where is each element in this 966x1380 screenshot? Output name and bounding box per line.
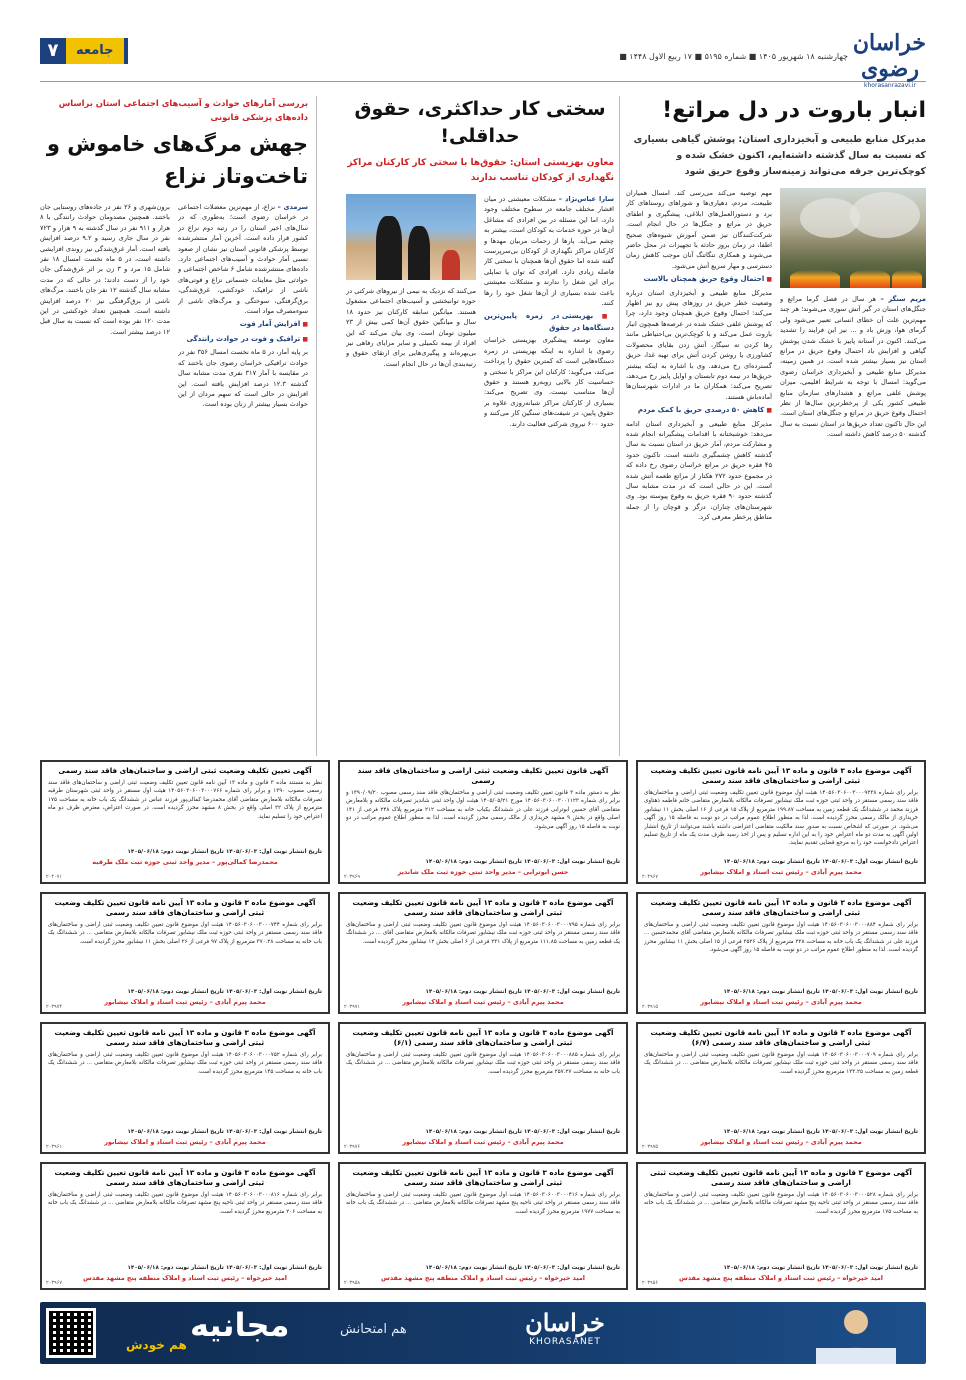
notice-row bbox=[40, 760, 926, 884]
legal-notice[interactable] bbox=[338, 892, 628, 1014]
notice-title: آگهی موضوع ماده ۳ قانون و ماده ۱۳ آیین نامه قانون تعیین تکلیف وضعیت ثبتی اراضی و ساختمان‌های فاقد سند رسمی bbox=[54, 1028, 316, 1047]
section-tab bbox=[40, 38, 128, 64]
article-column bbox=[626, 188, 772, 842]
article-column bbox=[484, 194, 614, 784]
notice-signature: محمد پیرم آبادی – رئیس ثبت اسناد و املاک نیشابور bbox=[700, 868, 862, 877]
notice-title: آگهی موضوع ماده ۳ قانون و ماده ۱۳ آیین نامه قانون تعیین تکلیف وضعیت ثبتی اراضی و ساختمان‌های فاقد سند رسمی bbox=[352, 1168, 614, 1187]
notice-dates: تاریخ انتشار نوبت اول: ۱۴۰۵/۰۶/۰۳ تاریخ انتشار نوبت دوم: ۱۴۰۵/۰۶/۱۸ bbox=[127, 1129, 322, 1135]
article-body: مهم توصیه می‌کند می‌رسی کند. امسال همیاران طبیعت، مردم، دهیاری‌ها و شوراهای روستاهای کار برد و دستورالعمل‌های ابلاغی، پیشگیری و اطفای حریق در مراتع و جنگل‌ها در حال انجام است. شرکت‌کنندگان نیز ضمن آموزش شیوه‌های صحیح اطفا، در زمان بروز حادثه با تجهیزات در محل حاضر می‌شوند و همکاری تنگاتنگ آنان موجب کاهش زمان دسترسی و مهار سریع آتش می‌شود. bbox=[626, 189, 772, 270]
notice-body: برابر رای شماره ۱۴۰۵۶۰۳۰۶۰۰۳۰۰۰۷۵۲ هیئت اول موضوع قانون تعیین تکلیف وضعیت ثبتی اراضی و ساختمان‌های فاقد سند رسمی مستقر در واحد ثبتی حوزه ثبت ملک نیشابور تصرفات مالکانه بلامعارض متقاضی ... در ششدانگ یک باب خانه به مساحت ۱۴۵ مترمربع محرز گردیده است. bbox=[48, 1052, 322, 1075]
article-body: معاون توسعه پیشگیری بهزیستی خراسان رضوی با اشاره به اینکه بهزیستی در زمره دستگاه‌هایی است که کمترین حقوق را پرداخت می‌کند، می‌گوید: کارکنان این مراکز با سختی و حساسیت کار بالایی روبه‌رو هستند و حقوق آن‌ها متناسب نیست. وی تصریح می‌کند: بسیاری از کارکنان مراکز شبانه‌روزی علاوه بر حقوق پایین، در شیفت‌های سنگین کار می‌کنند و حدود ۶۰۰ نیروی شرکتی فعالیت دارند. bbox=[484, 336, 614, 428]
notice-body: برابر رای شماره ۱۴۰۵۶۰۳۰۶۰۰۳۰۰۰۴۱۶ هیئت اول موضوع قانون تعیین تکلیف وضعیت ثبتی اراضی و ساختمان‌های فاقد سند رسمی مستقر در واحد ثبتی ناحیه پنج مشهد تصرفات مالکانه بلامعارض متقاضی ... در ششدانگ یک باب خانه به مساحت ۱۹۷۷ مترمربع محرز گردیده است. bbox=[346, 1192, 620, 1215]
notice-body: برابر رای شماره ۱۴۰۵۶۰۳۰۶۰۰۳۰۰۰۸۸۴ هیئت اول موضوع قانون تعیین تکلیف وضعیت ثبتی اراضی و ساختمان‌های فاقد سند رسمی مستقر در واحد ثبتی حوزه ثبت ملک نیشابور تصرفات مالکانه بلامعارض متقاضی آقای محمدحسین ... فرزند علی در ششدانگ یک باب خانه به مساحت ۲۲۸ مترمربع از پلاک ۲۵۲۶ فرعی از ۱۵ اصلی بخش ۱۱ نیشابور محرز گردیده است. لذا به منظور اطلاع عموم مراتب در دو نوبت به فاصله ۱۵ روز آگهی می‌شود. bbox=[644, 922, 918, 954]
article-forensic-stats bbox=[40, 96, 308, 762]
legal-notice[interactable] bbox=[636, 1162, 926, 1290]
notice-body: برابر رای شماره ۱۴۰۵۶۰۳۰۶۰۰۳۰۰۰۸۸۵ هیئت اول موضوع قانون تعیین تکلیف وضعیت ثبتی اراضی و ساختمان‌های فاقد سند رسمی مستقر در واحد ثبتی حوزه ثبت ملک نیشابور تصرفات مالکانه بلامعارض متقاضی ... در ششدانگ یک باب خانه به مساحت ۲۵۷.۲۷ مترمربع محرز گردیده است. bbox=[346, 1052, 620, 1075]
article-byline: مریم سنگر – bbox=[880, 295, 926, 303]
article-subhead: ■ بهزیستی در زمره پایین‌ترین دستگاه‌ها در حقوق bbox=[484, 311, 614, 333]
legal-notice[interactable] bbox=[338, 1162, 628, 1290]
banner-line-1: هم خودش bbox=[126, 1338, 187, 1352]
notice-dates: تاریخ انتشار نوبت اول: ۱۴۰۵/۰۶/۰۳ تاریخ انتشار نوبت دوم: ۱۴۰۵/۰۶/۱۸ bbox=[127, 849, 322, 855]
issue-line: چهارشنبه ۱۸ شهریور ۱۴۰۵ ■ شماره ۵۱۹۵ ■ ۱۷ ربیع الاول ۱۴۴۸ ■ bbox=[619, 52, 848, 61]
notice-code: ۲۰۳۹۵۸ bbox=[344, 1280, 361, 1286]
legal-notice[interactable] bbox=[636, 1022, 926, 1154]
notice-signature: محمد پیرم آبادی – رئیس ثبت اسناد و املاک نیشابور bbox=[104, 998, 266, 1007]
logo-fa: خراسان bbox=[525, 1308, 605, 1337]
legal-notice[interactable] bbox=[338, 760, 628, 884]
notice-body: برابر رای شماره ۱۴۰۵۶۰۳۰۶۰۰۳۰۰۰۷۹۵ هیئت اول موضوع قانون تعیین تکلیف وضعیت ثبتی اراضی و ساختمان‌های فاقد سند رسمی مستقر در واحد ثبتی حوزه ثبت ملک نیشابور تصرفات مالکانه بلامعارض متقاضی آقای ... در ششدانگ یک قطعه زمین به مساحت ۱۱۱.۸۵ مترمربع از پلاک ۲۳۱ فرعی از ۶ اصلی بخش ۱۲ نیشابور محرز گردیده است. bbox=[346, 922, 620, 945]
article-body: نزاع، از مهم‌ترین معضلات اجتماعی در خراسان رضوی است؛ به‌طوری که در سال‌های اخیر استان را در رتبه دوم نزاع در کشور قرار داده است. آخرین آمار منتشرشده توسط پزشکی قانونی استان نیز نشان از صعود نسبی آمار حوادث و آسیب‌های اجتماعی دارد. داده‌های منتشرشده شامل ۶ شاخص اجتماعی و حوادثی مثل معاینات جسمانی نزاع و فوتی‌های ناشی از ترافیک، خودکشی، غرق‌شدگی، برق‌گرفتگی، سوختگی و مرگ‌های ناشی از سوءمصرف مواد است. bbox=[178, 203, 308, 316]
notice-signature: محمد پیرم آبادی – رئیس ثبت اسناد و املاک نیشابور bbox=[104, 1138, 266, 1147]
banner-line-2: هم امتحانش bbox=[340, 1322, 407, 1337]
article-column bbox=[40, 202, 170, 762]
notice-title: آگهی موضوع ماده ۳ قانون و ماده ۱۳ آیین نامه قانون تعیین تکلیف وضعیت ثبتی اراضی و ساختمان‌های فاقد سند رسمی (۶/۱) bbox=[352, 1028, 614, 1047]
notice-body: برابر رای شماره ۱۴۰۵۶۰۳۰۶۰۰۳۰۰۰۷۴۴ هیئت اول موضوع قانون تعیین تکلیف وضعیت ثبتی اراضی و ساختمان‌های فاقد سند رسمی مستقر در واحد ثبتی حوزه ثبت ملک نیشابور تصرفات مالکانه بلامعارض متقاضی ... در ششدانگ یک باب خانه به مساحت ۳۷۰.۲۸ مترمربع از پلاک ۹۷ فرعی از ۲۶ اصلی بخش ۱۱ نیشابور محرز گردیده است. bbox=[48, 922, 322, 945]
notice-code: ۲۰۳۹۷۵ bbox=[642, 1144, 659, 1150]
notice-signature: محمد پیرم آبادی – رئیس ثبت اسناد و املاک نیشابور bbox=[700, 1138, 862, 1147]
notice-dates: تاریخ انتشار نوبت اول: ۱۴۰۵/۰۶/۰۳ تاریخ انتشار نوبت دوم: ۱۴۰۵/۰۶/۱۸ bbox=[723, 1129, 918, 1135]
article-body: می‌کنند که نزدیک به نیمی از نیروهای شرکتی در حوزه توانبخشی و آسیب‌های اجتماعی مشغول هستند. میانگین سابقه کارکنان نیز حدود ۱۸ سال و میانگین حقوق آن‌ها کمی بیش از ۲۳ میلیون تومان است. وی بیان می‌کند که این افراد از بیمه تکمیلی و سایر مزایای رفاهی نیز بی‌بهره‌اند و پیگیری‌هایی برای ارتقای حقوق و رتبه‌بندی آن‌ها در حال انجام است. bbox=[346, 287, 476, 368]
logo-subtitle: khorasanrazavi.ir bbox=[864, 82, 916, 89]
notice-code: ۲۰۴۹۶۷ bbox=[642, 874, 659, 880]
article-body: مشکلات معیشتی در میان اقشار مختلف جامعه در سطوح مختلف وجود دارد، اما این مسئله در بین افرادی که مشاغل آن‌ها در حوزه خدمات به کودکان است، بیشتر به چشم می‌آید. بارها از زحمات مربیان مهدها و کارکنان مراکز نگهداری از کودکان بی‌سرپرست گفته شده اما حقوق آن‌ها همچنان با سختی کار فاصله زیادی دارد. افرادی که توان یا تمایلی برای این شغل را ندارند و مشکلات معیشتی باعث شده بسیاری از آن‌ها شغل خود را رها کنند. bbox=[484, 195, 614, 308]
notice-title: آگهی موضوع ماده ۳ قانون و ماده ۱۳ آیین نامه قانون تعیین تکلیف وضعیت ثبتی اراضی و ساختمان‌های فاقد سند رسمی (۶/۷) bbox=[650, 1028, 912, 1047]
notice-body: برابر رای شماره ۱۴۰۵۶۰۳۰۶۰۰۳۰۰۰۹۲۳۸ هیئت اول موضوع قانون تعیین تکلیف وضعیت ثبتی اراضی و ساختمان‌های فاقد سند رسمی مستقر در واحد ثبتی حوزه ثبت ملک نیشابور تصرفات مالکانه بلامعارض متقاضی خانم فاطمه ذهتاوی فرزند محمد در ششدانگ یک قطعه زمین به مساحت ۱۹۹.۸۷ مترمربع از پلاک ۱۵ فرعی از ۱۶ اصلی بخش ۱۱ نیشابور خریداری از مالک رسمی محرز گردیده است. لذا به منظور اطلاع عموم مراتب در دو نوبت به فاصله ۱۵ روز آگهی می‌شود. در صورتی که اشخاص نسبت به صدور سند مالکیت متقاضی اعتراضی داشته باشند می‌توانند از تاریخ انتشار اولین آگهی به مدت دو ماه اعتراض خود را به این اداره تسلیم و پس از اخذ رسید ظرف مدت یک ماه از تاریخ تسلیم اعتراض دادخواست خود را به مرجع قضایی تقدیم نمایند. bbox=[644, 790, 918, 847]
notice-dates: تاریخ انتشار نوبت اول: ۱۴۰۵/۰۶/۰۳ تاریخ انتشار نوبت دوم: ۱۴۰۵/۰۶/۱۸ bbox=[723, 989, 918, 995]
notice-code: ۲۰۳۹۷۱ bbox=[344, 1004, 361, 1010]
legal-notice[interactable] bbox=[40, 1162, 330, 1290]
legal-notice[interactable] bbox=[40, 760, 330, 884]
notice-code: ۲۰۳۹۱۵ bbox=[642, 1004, 659, 1010]
notice-signature: امید خیرخواه – رئیس ثبت اسناد و املاک منطقه پنج مشهد مقدس bbox=[83, 1274, 287, 1283]
article-byline: سارا عباس‌نژاد – bbox=[558, 195, 614, 203]
promo-banner[interactable] bbox=[40, 1302, 926, 1364]
student-illustration-icon bbox=[796, 1304, 916, 1364]
notice-dates: تاریخ انتشار نوبت اول: ۱۴۰۵/۰۶/۰۳ تاریخ انتشار نوبت دوم: ۱۴۰۵/۰۶/۱۸ bbox=[425, 859, 620, 865]
notice-dates: تاریخ انتشار نوبت اول: ۱۴۰۵/۰۶/۰۳ تاریخ انتشار نوبت دوم: ۱۴۰۵/۰۶/۱۸ bbox=[127, 1265, 322, 1271]
article-byline: سرمدی – bbox=[277, 203, 308, 211]
legal-notice[interactable] bbox=[636, 760, 926, 884]
notice-title: آگهی تعیین تکلیف وضعیت ثبتی اراضی و ساختمان‌های فاقد سند رسمی bbox=[58, 766, 312, 775]
notice-dates: تاریخ انتشار نوبت اول: ۱۴۰۵/۰۶/۰۳ تاریخ انتشار نوبت دوم: ۱۴۰۵/۰۶/۱۸ bbox=[425, 989, 620, 995]
notice-title: آگهی موضوع ماده ۳ قانون و ماده ۱۳ آیین نامه قانون تعیین تکلیف وضعیت ثبتی اراضی و ساختمان‌های فاقد سند رسمی bbox=[54, 898, 316, 917]
notice-title: آگهی موضوع ۳ قانون و ماده ۱۳ آیین نامه قانون تعیین تکلیف وضعیت ثبتی اراضی و ساختمان‌های فاقد سند رسمی bbox=[650, 1168, 912, 1187]
notice-code: ۲۰۳۹۷۴ bbox=[46, 1004, 63, 1010]
legal-notice[interactable] bbox=[40, 892, 330, 1014]
notice-title: آگهی موضوع ماده ۳ قانون و ماده ۱۳ آیین نامه قانون تعیین تکلیف وضعیت ثبتی اراضی و ساختمان‌های فاقد سند رسمی bbox=[650, 766, 912, 785]
notice-code: ۲۰۴۰۷۱ bbox=[46, 874, 63, 880]
notice-title: آگهی موضوع ماده ۳ قانون و ماده ۱۳ آیین نامه قانون تعیین تکلیف وضعیت ثبتی اراضی و ساختمان‌های فاقد سند رسمی bbox=[352, 898, 614, 917]
notice-dates: تاریخ انتشار نوبت اول: ۱۴۰۵/۰۶/۰۳ تاریخ انتشار نوبت دوم: ۱۴۰۵/۰۶/۱۸ bbox=[425, 1129, 620, 1135]
notice-body: نظر به مستند ماده ۳ قانون و ماده ۱۳ آیین نامه قانون تعیین تکلیف وضعیت ثبتی اراضی و ساختمان‌های فاقد سند رسمی مصوب ۱۳۹۰ و برابر رای شماره ۱۴۰۵۶۰۳۰۶۰۰۳۰۰۰۷۶۶ هیئت اول مستقر در واحد ثبتی شهرستان طرقبه تصرفات مالکانه بلامعارض متقاضی آقای محمدرضا کمالی‌پور فرزند عباس در ششدانگ یک باب خانه به مساحت ۱۷۵ مترمربع از پلاک ۲۲ اصلی واقع در بخش ۸ مشهد محرز گردیده است. در صورت اعتراض، معترض ظرف دو ماه اعتراض خود را تسلیم نماید. bbox=[48, 780, 322, 820]
column-divider bbox=[316, 96, 317, 756]
article-subhead: ■ ترافیک و فوت در حوادث رانندگی bbox=[178, 334, 308, 345]
article-body: مدیرکل منابع طبیعی و آبخیزداری استان ادامه می‌دهد: خوشبختانه با اقدامات پیشگیرانه انجام شده و مشارکت مردم، آمار حریق در استان نسبت به سال گذشته کاهش چشمگیری داشته است. تاکنون حدود ۴۵ فقره حریق در مراتع خراسان رضوی رخ داده که در مجموع حدود ۲۷۲ هکتار از مراتع طعمه آتش شده است. این در حالی است که در مدت مشابه سال گذشته حدود ۹۰ فقره حریق به وقوع پیوسته بود. وی شهرستان‌های چناران، درگز و قوچان را از جمله مناطق پرخطر معرفی کرد. bbox=[626, 419, 772, 522]
notice-code: ۲۰۳۹۶۷ bbox=[46, 1280, 63, 1286]
legal-notice[interactable] bbox=[40, 1022, 330, 1154]
article-body: بر پایه آمار، در ۵ ماه نخست امسال ۳۵۶ نفر در حوادث ترافیکی خراسان رضوی جان باختند که در مقایسه با آمار ۳۱۷ نفری مدت مشابه سال گذشته ۱۲.۳ درصد افزایش یافته است. این افزایش در حالی است که سهم مردان از این حوادث بسیار بیشتر از زنان بوده است. bbox=[178, 348, 308, 409]
notice-signature: امید خیرخواه – رئیس ثبت اسناد و املاک منطقه پنج مشهد مقدس bbox=[381, 1274, 585, 1283]
article-wildfire bbox=[626, 96, 926, 842]
notice-signature: محمد پیرم آبادی – رئیس ثبت اسناد و املاک نیشابور bbox=[700, 998, 862, 1007]
logo-text: خراسان رضوی bbox=[852, 30, 926, 82]
notice-signature: محمد پیرم آبادی – رئیس ثبت اسناد و املاک نیشابور bbox=[402, 998, 564, 1007]
article-subhead: ■ احتمال وقوع حریق همچنان بالاست bbox=[626, 274, 772, 285]
section-name: جامعه bbox=[66, 38, 128, 64]
page-number: ۷ bbox=[40, 38, 66, 64]
article-body: برون‌شهری و ۲۶ نفر در جاده‌های روستایی جان باختند. همچنین مصدومان حوادث رانندگی با ۸ هزار و ۹۱۱ نفر در سال گذشته به ۹ هزار و ۷۲۳ نفر در سال جاری رسید و ۹.۲ درصد افزایش یافته است. آمار غرق‌شدگی نیز روندی افزایشی داشته است، در ۵ ماه نخست امسال ۱۸ نفر شامل ۱۵ مرد و ۳ زن بر اثر غرق‌شدگی جان خود را از دست دادند؛ در حالی که در مدت مشابه سال گذشته ۱۲ نفر جان باختند. مرگ‌های ناشی از برق‌گرفتگی نیز ۲۰ درصد افزایش داشته است. همچنین تعداد خودکشی در این مدت ۱۲۰ نفر بوده است که نسبت به سال قبل ۱۲ درصد بیشتر است. bbox=[40, 203, 170, 336]
notice-row bbox=[40, 892, 926, 1014]
article-headline: انبار باروت در دل مراتع! bbox=[662, 98, 926, 123]
article-lead: مدیرکل منابع طبیعی و آبخیزداری استان: پوشش گیاهی بسیاری که نسبت به سال گذشته داشته‌ایم، اکنون خشک شده و کوچک‌ترین جرقه می‌تواند زمینه‌ساز وقوع حریق شود bbox=[633, 134, 926, 177]
notice-code: ۲۰۳۹۶۹ bbox=[344, 874, 361, 880]
notice-signature: حسن ابوترابی – مدیر واحد ثبتی حوزه ثبت ملک شاندیز bbox=[397, 868, 569, 877]
notice-dates: تاریخ انتشار نوبت اول: ۱۴۰۵/۰۶/۰۳ تاریخ انتشار نوبت دوم: ۱۴۰۵/۰۶/۱۸ bbox=[723, 1265, 918, 1271]
article-lead: معاون بهزیستی استان: حقوق‌ها با سختی کار کارکنان مراکز نگهداری از کودکان تناسب ندارند bbox=[347, 158, 614, 183]
legal-notices bbox=[40, 760, 926, 1298]
article-headline: جهش مرگ‌های خاموش و تاخت‌وتاز نزاع bbox=[46, 132, 308, 188]
notice-title: آگهی قانون تعیین تکلیف وضعیت ثبتی اراضی و ساختمان‌های فاقد سند رسمی bbox=[357, 766, 609, 785]
article-body: مدیرکل منابع طبیعی و آبخیزداری استان درباره وضعیت خطر حریق در روزهای پیش رو نیز اظهار می‌کند: احتمال وقوع حریق همچنان وجود دارد، چرا که پوشش علفی خشک شده در عرصه‌ها همچون انبار باروت عمل می‌کند و با کوچک‌ترین بی‌احتیاطی مانند رها کردن ته سیگار، آتش زدن بقایای محصولات کشاورزی یا روشن کردن آتش برای تهیه غذا، حریق گسترده‌ای رخ می‌دهد. وی با اشاره به اینکه بیشتر حریق‌ها در نیمه دوم تابستان و اوایل پاییز رخ می‌دهد، تصریح می‌کند: همکاران ما در ادارات شهرستان‌ها آماده‌باش هستند. bbox=[626, 288, 772, 401]
notice-dates: تاریخ انتشار نوبت اول: ۱۴۰۵/۰۶/۰۳ تاریخ انتشار نوبت دوم: ۱۴۰۵/۰۶/۱۸ bbox=[425, 1265, 620, 1271]
notice-row bbox=[40, 1022, 926, 1154]
notice-title: آگهی موضوع ماده ۳ قانون و ماده ۱۳ آیین نامه قانون تعیین تکلیف وضعیت ثبتی اراضی و ساختمان‌های فاقد سند رسمی bbox=[650, 898, 912, 917]
column-divider bbox=[619, 96, 620, 756]
article-headline: سختی کار حداکثری، حقوق حداقلی! bbox=[354, 98, 606, 147]
article-subhead: ■ کاهش ۵۰ درصدی حریق با کمک مردم bbox=[626, 405, 772, 416]
logo-en: KHORASANET bbox=[529, 1337, 601, 1347]
notice-row bbox=[40, 1162, 926, 1290]
article-subhead: ■ افزایش آمار فوت bbox=[178, 319, 308, 330]
legal-notice[interactable] bbox=[636, 892, 926, 1014]
legal-notice[interactable] bbox=[338, 1022, 628, 1154]
banner-free-word: مجانیه bbox=[190, 1306, 290, 1344]
notice-body: برابر رای شماره ۱۴۰۵۶۰۳۰۶۰۰۳۰۰۰۸۱۶ هیئت اول موضوع قانون تعیین تکلیف وضعیت ثبتی اراضی و ساختمان‌های فاقد سند رسمی مستقر در واحد ثبتی ناحیه پنج مشهد تصرفات مالکانه بلامعارض متقاضی ... در ششدانگ یک باب خانه به مساحت ۲۰۶ مترمربع محرز گردیده است. bbox=[48, 1192, 322, 1215]
daycare-photo bbox=[346, 194, 476, 280]
article-column bbox=[346, 286, 476, 784]
article-kicker: بررسی آمارهای حوادث و آسیب‌های اجتماعی استان براساس داده‌های پزشکی قانونی bbox=[58, 98, 308, 122]
notice-dates: تاریخ انتشار نوبت اول: ۱۴۰۵/۰۶/۰۳ تاریخ انتشار نوبت دوم: ۱۴۰۵/۰۶/۱۸ bbox=[723, 859, 918, 865]
masthead bbox=[40, 30, 926, 89]
newspaper-logo[interactable] bbox=[852, 30, 926, 89]
article-column bbox=[178, 202, 308, 762]
khorasanet-logo[interactable] bbox=[510, 1308, 620, 1347]
notice-signature: محمدرضا کمالی‌پور – مدیر واحد ثبتی حوزه ثبت ملک طرقبه bbox=[92, 858, 278, 867]
notice-code: ۲۰۳۹۵۶ bbox=[642, 1280, 659, 1286]
notice-code: ۲۰۳۹۶۱ bbox=[46, 1144, 63, 1150]
notice-code: ۲۰۳۹۷۶ bbox=[344, 1144, 361, 1150]
article-body: هر سال در فصل گرما مراتع و جنگل‌های استان در گیر آتش سوزی می‌شوند؛ هر چند مهم‌ترین علت آن خطای انسانی تعبیر می‌شود ولی گرمای هوا، وزش باد و ... نیز این فرایند را تشدید می‌کنند. اکنون در آستانه پاییز با خشک شدن پوشش گیاهی و افزایش باد احتمال وقوع حریق در مراتع استان نیز بسیار بیشتر شده است. در همین زمینه، مدیرکل منابع طبیعی و آبخیزداری خراسان رضوی می‌گوید: امسال با توجه به شرایط اقلیمی، میزان پوشش علفی مراتع و هشدارهای سازمان منابع طبیعی کشور یکی از پرخطرترین سال‌ها از نظر احتمال وقوع حریق در مراتع و جنگل‌های استان است. این حال تاکنون تعداد حریق‌ها در استان نسبت به سال گذشته ۵۰ درصد کاهش داشته است. bbox=[780, 295, 926, 439]
notice-body: برابر رای شماره ۱۴۰۵۶۰۳۰۶۰۰۳۰۰۰۵۲۸ هیئت اول موضوع قانون تعیین تکلیف وضعیت ثبتی اراضی و ساختمان‌های فاقد سند رسمی مستقر در واحد ثبتی ناحیه پنج مشهد تصرفات مالکانه بلامعارض متقاضی ... در ششدانگ یک باب خانه به مساحت ۱۷۵ مترمربع محرز گردیده است. bbox=[644, 1192, 918, 1215]
notice-signature: امید خیرخواه – رئیس ثبت اسناد و املاک منطقه پنج مشهد مقدس bbox=[679, 1274, 883, 1283]
notice-dates: تاریخ انتشار نوبت اول: ۱۴۰۵/۰۶/۰۳ تاریخ انتشار نوبت دوم: ۱۴۰۵/۰۶/۱۸ bbox=[127, 989, 322, 995]
notice-signature: محمد پیرم آبادی – رئیس ثبت اسناد و املاک نیشابور bbox=[402, 1138, 564, 1147]
notice-body: برابر رای شماره ۱۴۰۵۶۰۳۰۶۰۰۳۰۰۰۷۰۹ هیئت اول موضوع قانون تعیین تکلیف وضعیت ثبتی اراضی و ساختمان‌های فاقد سند رسمی مستقر در واحد ثبتی حوزه ثبت ملک نیشابور تصرفات مالکانه بلامعارض متقاضی ... در ششدانگ یک قطعه زمین به مساحت ۱۳۳.۲۵ مترمربع محرز گردیده است. bbox=[644, 1052, 918, 1075]
notice-title: آگهی موضوع ماده ۳ قانون و ماده ۱۳ آیین نامه قانون تعیین تکلیف وضعیت ثبتی اراضی و ساختمان‌های فاقد سند رسمی bbox=[54, 1168, 316, 1187]
article-welfare-wages bbox=[346, 96, 614, 784]
qr-code-icon[interactable] bbox=[46, 1308, 96, 1358]
wildfire-photo bbox=[780, 188, 926, 288]
notice-body: نظر به دستور ماده ۳ قانون تعیین تکلیف وضعیت ثبتی اراضی و ساختمان‌های فاقد سند رسمی مصوب ۱۳۹۰/۰۹/۲۰ و برابر رای شماره ۱۴۰۵۶۰۳۰۶۰۰۳۰۰۱۱۲۳ مورخ ۱۴۰۵/۰۵/۲۱ هیئت اول واحد ثبتی شاندیز تصرفات مالکانه و بلامعارض متقاضی آقای حسین ابوترابی فرزند علی در ششدانگ یکباب خانه به مساحت ۲۱۲ مترمربع پلاک ۲۴۸ فرعی از ۱۴۱ اصلی واقع در بخش ۹ مشهد خریداری از مالک رسمی محرز گردیده است. لذا به منظور اطلاع عموم مراتب در دو نوبت به فاصله ۱۵ روز آگهی می‌شود. bbox=[346, 790, 620, 830]
